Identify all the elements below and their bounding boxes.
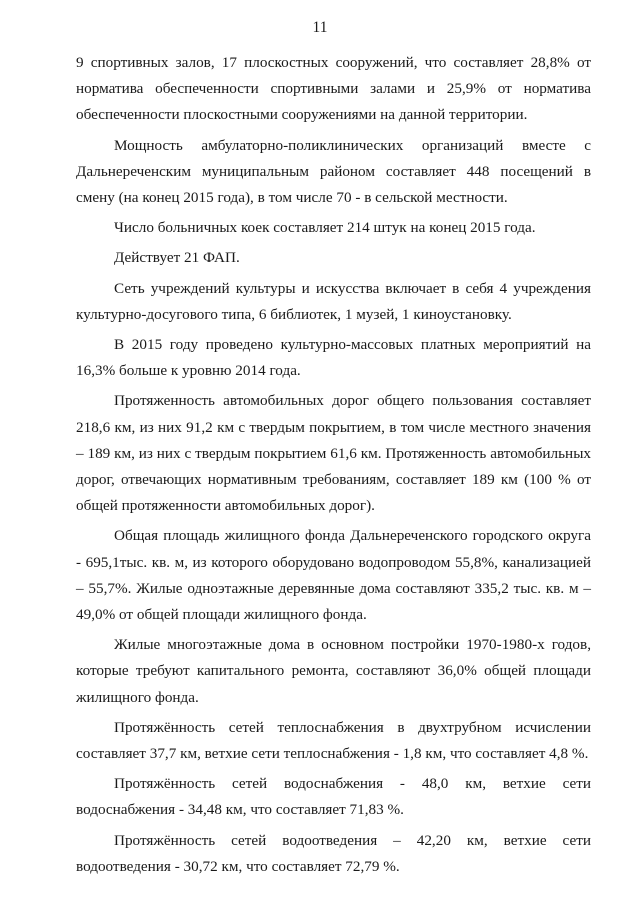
paragraph-roads: Протяженность автомобильных дорог общего пользования составляет 218,6 км, из них 91,2 км с твердым покрытием, в том числе местного значения – 189 км, из них с твердым покрытием 61,6 км. Протяженность автомобильных дорог, отвечающих нормативным требованиям, составляет 189 км (100 % от общей протяженности автомобильных дорог).	[76, 392, 591, 515]
paragraph-fap: Действует 21 ФАП.	[114, 249, 240, 267]
paragraph-sports: 9 спортивных залов, 17 плоскостных сооружений, что составляет 28,8% от норматива обеспеченности спортивными залами и 25,9% от норматива обеспеченности плоскостными сооружениями на данной территории.	[76, 54, 591, 124]
document-body	[76, 50, 591, 880]
page-number: 11	[312, 19, 328, 36]
paragraph-sewerage: Протяжённость сетей водоотведения – 42,20 км, ветхие сети водоотведения - 30,72 км, что составляет 72,79 %.	[76, 831, 591, 875]
paragraph-hospital-beds: Число больничных коек составляет 214 штук на конец 2015 года.	[114, 219, 536, 237]
paragraph-multistorey: Жилые многоэтажные дома в основном постройки 1970-1980-х годов, которые требуют капитального ремонта, составляют 36,0% общей площади жилищного фонда.	[76, 636, 591, 706]
paragraph-heating: Протяжённость сетей теплоснабжения в двухтрубном исчислении составляет 37,7 км, ветхие сети теплоснабжения - 1,8 км, что составляет 4,8 %.	[76, 718, 591, 763]
paragraph-events: В 2015 году проведено культурно-массовых платных мероприятий на 16,3% больше к уровню 2014 года.	[76, 336, 591, 380]
paragraph-culture: Сеть учреждений культуры и искусства включает в себя 4 учреждения культурно-досугового типа, 6 библиотек, 1 музей, 1 киноустановку.	[76, 279, 591, 323]
paragraph-outpatient: Мощность амбулаторно-поликлинических организаций вместе с Дальнереченским муниципальным районом составляет 448 посещений в смену (на конец 2015 года), в том числе 70 - в сельской местности.	[76, 136, 591, 207]
paragraph-water-supply: Протяжённость сетей водоснабжения - 48,0 км, ветхие сети водоснабжения - 34,48 км, что составляет 71,83 %.	[76, 775, 591, 819]
paragraph-housing: Общая площадь жилищного фонда Дальнереченского городского округа - 695,1тыс. кв. м, из которого оборудовано водопроводом 55,8%, канализацией – 55,7%. Жилые одноэтажные деревянные дома составляют 335,2 тыс. кв. м – 49,0% от общей площади жилищного фонда.	[76, 527, 591, 624]
